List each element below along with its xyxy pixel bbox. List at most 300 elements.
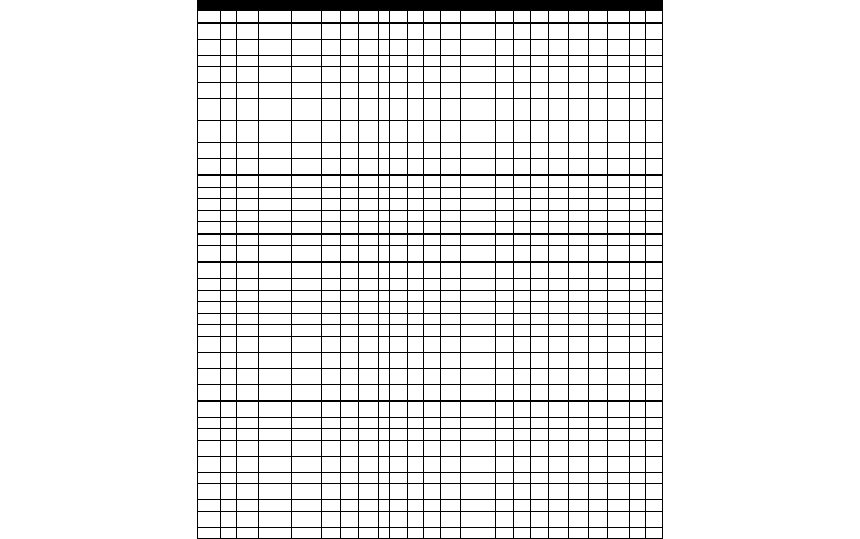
- table-cell: [258, 23, 291, 40]
- table-cell: [548, 143, 569, 159]
- table-cell: [198, 511, 221, 527]
- column-header: [569, 1, 589, 11]
- table-cell: [513, 456, 530, 472]
- table-cell: [291, 99, 322, 121]
- table-cell: [548, 302, 569, 314]
- table-cell: [390, 401, 407, 418]
- table-cell: [646, 302, 663, 314]
- table-cell: [588, 429, 608, 441]
- table-cell: [322, 279, 341, 291]
- table-body: [198, 11, 663, 539]
- table-cell: [646, 384, 663, 401]
- table-cell: [531, 352, 548, 368]
- table-cell: [548, 511, 569, 527]
- table-cell: [390, 234, 407, 246]
- table-cell: [496, 417, 513, 429]
- table-cell: [359, 39, 379, 55]
- table-cell: [390, 222, 407, 234]
- table-cell: [291, 417, 322, 429]
- table-cell: [340, 99, 359, 121]
- table-cell: [258, 313, 291, 325]
- table-cell: [237, 11, 259, 23]
- table-cell: [496, 246, 513, 263]
- table-cell: [531, 417, 548, 429]
- table-cell: [461, 121, 496, 143]
- table-cell: [548, 384, 569, 401]
- table-cell: [513, 199, 530, 211]
- table-cell: [569, 99, 589, 121]
- table-cell: [531, 511, 548, 527]
- table-cell: [407, 99, 423, 121]
- table-cell: [322, 336, 341, 352]
- table-cell: [513, 429, 530, 441]
- table-cell: [608, 290, 630, 302]
- table-cell: [291, 199, 322, 211]
- table-cell: [220, 39, 236, 55]
- table-cell: [220, 352, 236, 368]
- table-cell: [588, 401, 608, 418]
- table-cell: [390, 290, 407, 302]
- table-cell: [646, 401, 663, 418]
- table-cell: [237, 199, 259, 211]
- table-cell: [198, 187, 221, 199]
- table-row: [198, 440, 663, 456]
- table-cell: [407, 187, 423, 199]
- table-cell: [340, 384, 359, 401]
- header-row: [198, 1, 663, 11]
- table-cell: [531, 159, 548, 176]
- table-cell: [291, 159, 322, 176]
- table-row: [198, 222, 663, 234]
- table-cell: [340, 222, 359, 234]
- table-cell: [440, 83, 461, 99]
- table-cell: [569, 484, 589, 500]
- table-cell: [407, 429, 423, 441]
- table-cell: [198, 484, 221, 500]
- table-cell: [646, 99, 663, 121]
- table-cell: [258, 99, 291, 121]
- table-cell: [322, 302, 341, 314]
- table-cell: [424, 417, 440, 429]
- table-cell: [340, 313, 359, 325]
- table-cell: [608, 234, 630, 246]
- table-cell: [220, 325, 236, 337]
- table-row: [198, 500, 663, 512]
- table-cell: [440, 67, 461, 83]
- table-cell: [440, 511, 461, 527]
- table-cell: [646, 83, 663, 99]
- table-cell: [513, 234, 530, 246]
- table-cell: [569, 336, 589, 352]
- table-cell: [424, 368, 440, 384]
- table-cell: [569, 199, 589, 211]
- table-cell: [629, 11, 645, 23]
- table-cell: [258, 368, 291, 384]
- table-cell: [379, 187, 390, 199]
- table-cell: [496, 67, 513, 83]
- table-cell: [496, 484, 513, 500]
- table-cell: [608, 352, 630, 368]
- table-cell: [440, 159, 461, 176]
- table-cell: [359, 440, 379, 456]
- table-cell: [513, 246, 530, 263]
- table-cell: [646, 527, 663, 539]
- table-cell: [220, 336, 236, 352]
- table-cell: [390, 368, 407, 384]
- table-cell: [220, 121, 236, 143]
- table-cell: [588, 55, 608, 67]
- table-cell: [608, 83, 630, 99]
- table-row: [198, 527, 663, 539]
- table-cell: [322, 472, 341, 484]
- table-cell: [198, 302, 221, 314]
- table-cell: [629, 39, 645, 55]
- table-cell: [440, 384, 461, 401]
- table-cell: [258, 401, 291, 418]
- table-cell: [548, 527, 569, 539]
- table-cell: [390, 246, 407, 263]
- table-cell: [237, 500, 259, 512]
- table-cell: [608, 143, 630, 159]
- table-cell: [461, 401, 496, 418]
- table-cell: [588, 472, 608, 484]
- table-cell: [407, 234, 423, 246]
- table-cell: [198, 527, 221, 539]
- table-cell: [258, 222, 291, 234]
- table-cell: [322, 23, 341, 40]
- table-cell: [390, 187, 407, 199]
- table-cell: [569, 527, 589, 539]
- table-cell: [513, 313, 530, 325]
- table-cell: [440, 199, 461, 211]
- table-cell: [629, 302, 645, 314]
- table-cell: [608, 210, 630, 222]
- table-cell: [424, 159, 440, 176]
- table-cell: [258, 290, 291, 302]
- table-cell: [258, 472, 291, 484]
- table-cell: [407, 325, 423, 337]
- table-cell: [198, 368, 221, 384]
- table-cell: [379, 199, 390, 211]
- table-cell: [424, 401, 440, 418]
- table-cell: [629, 67, 645, 83]
- table-cell: [220, 23, 236, 40]
- table-cell: [513, 99, 530, 121]
- table-cell: [340, 440, 359, 456]
- table-cell: [461, 210, 496, 222]
- table-cell: [531, 55, 548, 67]
- table-cell: [569, 83, 589, 99]
- table-cell: [340, 175, 359, 187]
- table-cell: [198, 210, 221, 222]
- table-cell: [569, 159, 589, 176]
- table-cell: [322, 456, 341, 472]
- table-cell: [220, 279, 236, 291]
- table-cell: [588, 143, 608, 159]
- table-cell: [390, 23, 407, 40]
- table-cell: [548, 484, 569, 500]
- table-cell: [424, 210, 440, 222]
- table-cell: [531, 290, 548, 302]
- table-cell: [569, 440, 589, 456]
- table-cell: [496, 99, 513, 121]
- table-cell: [531, 440, 548, 456]
- table-cell: [220, 440, 236, 456]
- column-header: [440, 1, 461, 11]
- table-cell: [629, 83, 645, 99]
- table-cell: [379, 384, 390, 401]
- table-cell: [424, 325, 440, 337]
- table-cell: [258, 325, 291, 337]
- table-cell: [548, 99, 569, 121]
- table-cell: [588, 302, 608, 314]
- table-cell: [496, 159, 513, 176]
- table-cell: [390, 143, 407, 159]
- table-cell: [588, 99, 608, 121]
- table-cell: [407, 401, 423, 418]
- table-cell: [198, 175, 221, 187]
- table-cell: [646, 175, 663, 187]
- table-cell: [359, 456, 379, 472]
- table-cell: [629, 121, 645, 143]
- table-cell: [220, 313, 236, 325]
- table-cell: [513, 401, 530, 418]
- table-cell: [407, 484, 423, 500]
- table-cell: [237, 222, 259, 234]
- table-cell: [359, 500, 379, 512]
- table-cell: [531, 67, 548, 83]
- table-cell: [513, 143, 530, 159]
- table-cell: [531, 99, 548, 121]
- table-cell: [198, 99, 221, 121]
- table-cell: [646, 429, 663, 441]
- table-cell: [291, 222, 322, 234]
- table-cell: [513, 440, 530, 456]
- column-header: [424, 1, 440, 11]
- table-cell: [461, 456, 496, 472]
- table-cell: [340, 210, 359, 222]
- table-cell: [548, 500, 569, 512]
- table-cell: [340, 159, 359, 176]
- table-cell: [237, 234, 259, 246]
- table-cell: [440, 210, 461, 222]
- table-cell: [237, 262, 259, 279]
- table-cell: [407, 143, 423, 159]
- table-cell: [340, 55, 359, 67]
- table-cell: [237, 175, 259, 187]
- table-cell: [629, 456, 645, 472]
- table-cell: [291, 143, 322, 159]
- table-cell: [322, 440, 341, 456]
- table-cell: [340, 262, 359, 279]
- table-cell: [390, 456, 407, 472]
- table-cell: [569, 401, 589, 418]
- table-cell: [424, 246, 440, 263]
- table-cell: [291, 429, 322, 441]
- table-cell: [291, 313, 322, 325]
- table-cell: [379, 352, 390, 368]
- table-cell: [322, 121, 341, 143]
- table-cell: [220, 67, 236, 83]
- table-cell: [424, 302, 440, 314]
- table-cell: [407, 121, 423, 143]
- table-cell: [531, 234, 548, 246]
- table-cell: [379, 67, 390, 83]
- table-cell: [291, 175, 322, 187]
- table-cell: [569, 511, 589, 527]
- table-cell: [198, 234, 221, 246]
- table-cell: [198, 83, 221, 99]
- column-header: [340, 1, 359, 11]
- column-header: [359, 1, 379, 11]
- table-cell: [390, 159, 407, 176]
- table-cell: [440, 222, 461, 234]
- table-cell: [629, 484, 645, 500]
- table-cell: [220, 302, 236, 314]
- table-cell: [531, 121, 548, 143]
- table-cell: [608, 55, 630, 67]
- table-cell: [496, 262, 513, 279]
- table-row: [198, 23, 663, 40]
- table-cell: [359, 121, 379, 143]
- table-cell: [258, 384, 291, 401]
- column-header: [588, 1, 608, 11]
- table-cell: [569, 325, 589, 337]
- table-cell: [496, 384, 513, 401]
- table-cell: [322, 527, 341, 539]
- table-cell: [390, 99, 407, 121]
- table-cell: [548, 121, 569, 143]
- column-header: [237, 1, 259, 11]
- table-cell: [629, 187, 645, 199]
- table-cell: [531, 500, 548, 512]
- table-cell: [531, 199, 548, 211]
- table-cell: [359, 175, 379, 187]
- table-cell: [407, 527, 423, 539]
- table-cell: [198, 67, 221, 83]
- table-cell: [588, 279, 608, 291]
- table-cell: [198, 222, 221, 234]
- table-cell: [340, 279, 359, 291]
- table-cell: [531, 39, 548, 55]
- table-cell: [608, 187, 630, 199]
- table-cell: [424, 484, 440, 500]
- table-cell: [513, 187, 530, 199]
- table-cell: [407, 83, 423, 99]
- table-cell: [629, 55, 645, 67]
- table-cell: [340, 39, 359, 55]
- table-row: [198, 352, 663, 368]
- table-cell: [390, 417, 407, 429]
- table-cell: [407, 417, 423, 429]
- table-cell: [569, 55, 589, 67]
- table-cell: [424, 234, 440, 246]
- table-cell: [390, 384, 407, 401]
- table-cell: [496, 368, 513, 384]
- table-cell: [407, 246, 423, 263]
- table-cell: [513, 23, 530, 40]
- table-cell: [531, 325, 548, 337]
- table-cell: [340, 302, 359, 314]
- table-cell: [588, 290, 608, 302]
- table-cell: [440, 440, 461, 456]
- table-cell: [291, 527, 322, 539]
- table-cell: [646, 472, 663, 484]
- table-cell: [608, 222, 630, 234]
- table-row: [198, 417, 663, 429]
- table-cell: [461, 484, 496, 500]
- table-cell: [608, 384, 630, 401]
- table-cell: [220, 511, 236, 527]
- table-cell: [340, 511, 359, 527]
- table-cell: [629, 500, 645, 512]
- table-cell: [608, 401, 630, 418]
- table-cell: [646, 440, 663, 456]
- table-cell: [359, 290, 379, 302]
- table-cell: [424, 313, 440, 325]
- table-cell: [629, 417, 645, 429]
- table-cell: [646, 325, 663, 337]
- table-cell: [407, 210, 423, 222]
- table-cell: [198, 417, 221, 429]
- table-cell: [291, 279, 322, 291]
- table-cell: [513, 210, 530, 222]
- table-cell: [390, 210, 407, 222]
- table-cell: [291, 234, 322, 246]
- table-cell: [340, 417, 359, 429]
- table-cell: [237, 99, 259, 121]
- table-cell: [629, 384, 645, 401]
- table-cell: [531, 187, 548, 199]
- table-cell: [531, 83, 548, 99]
- table-cell: [440, 234, 461, 246]
- table-cell: [407, 159, 423, 176]
- table-cell: [496, 23, 513, 40]
- table-cell: [198, 440, 221, 456]
- table-cell: [440, 290, 461, 302]
- table-cell: [198, 456, 221, 472]
- table-cell: [588, 440, 608, 456]
- table-cell: [440, 472, 461, 484]
- table-cell: [608, 262, 630, 279]
- table-cell: [237, 55, 259, 67]
- table-cell: [629, 352, 645, 368]
- table-cell: [390, 313, 407, 325]
- table-cell: [359, 511, 379, 527]
- table-cell: [569, 456, 589, 472]
- table-cell: [496, 325, 513, 337]
- table-cell: [322, 500, 341, 512]
- table-cell: [531, 384, 548, 401]
- table-cell: [379, 472, 390, 484]
- table-cell: [608, 67, 630, 83]
- table-cell: [496, 352, 513, 368]
- table-cell: [424, 262, 440, 279]
- table-cell: [548, 262, 569, 279]
- table-cell: [322, 511, 341, 527]
- table-cell: [198, 500, 221, 512]
- table-cell: [379, 121, 390, 143]
- table-cell: [379, 290, 390, 302]
- table-cell: [588, 246, 608, 263]
- table-cell: [608, 368, 630, 384]
- table-cell: [198, 121, 221, 143]
- table-cell: [258, 55, 291, 67]
- table-cell: [220, 500, 236, 512]
- table-cell: [291, 352, 322, 368]
- table-cell: [548, 39, 569, 55]
- table-cell: [608, 511, 630, 527]
